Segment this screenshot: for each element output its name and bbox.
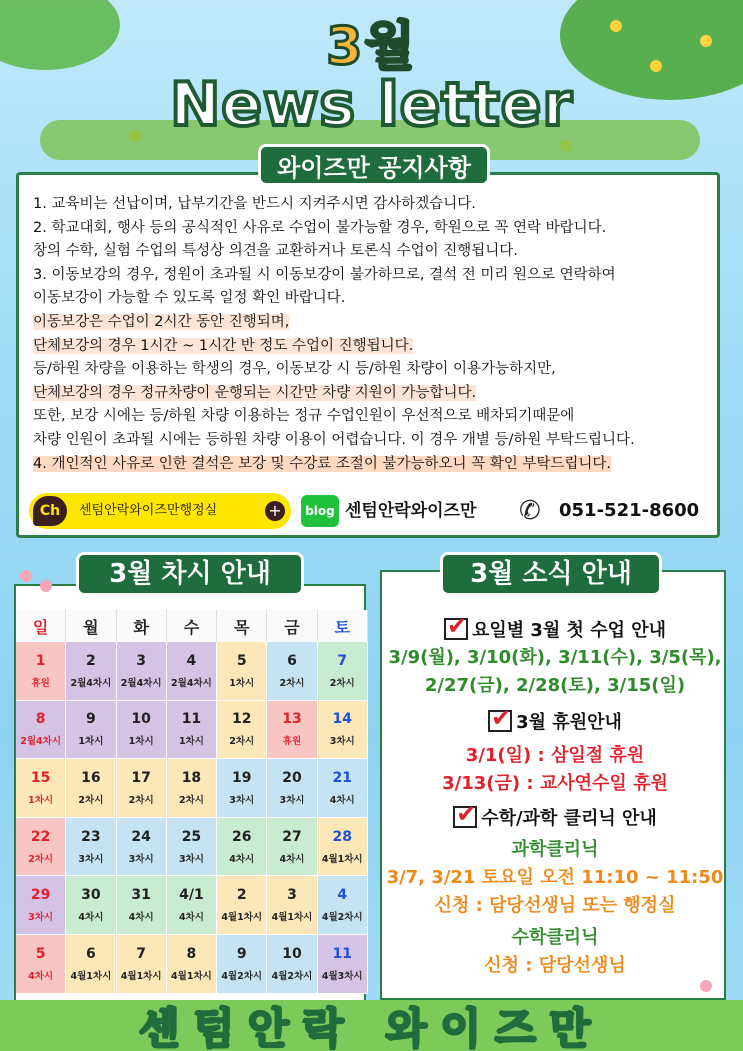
- flower-icon: [700, 980, 712, 992]
- calendar-day-cell: [167, 935, 217, 994]
- calendar-session-label: 1차시: [128, 736, 154, 748]
- notice-line-text: 이동보강이 가능할 수 있도록 일정 확인 바랍니다.: [33, 290, 346, 307]
- calendar-day-number: 12: [231, 711, 252, 728]
- calendar-session-label: 3차시: [279, 794, 305, 806]
- weekday-header: 목: [217, 610, 267, 642]
- calendar-day-number: 22: [30, 828, 51, 845]
- plus-icon: +: [265, 501, 285, 521]
- calendar-session-label: 4월2차시: [321, 912, 363, 924]
- calendar-day-cell: [318, 759, 368, 818]
- calendar-day-number: 7: [337, 652, 348, 669]
- calendar-day-cell: [66, 935, 116, 994]
- calendar-day-cell: [318, 642, 368, 701]
- calendar-day-cell: [117, 876, 167, 935]
- calendar-day-cell: [167, 818, 217, 877]
- calendar-day-cell: [217, 759, 267, 818]
- calendar-session-label: 3차시: [128, 853, 154, 865]
- notice-line-text: 등/하원 차량을 이용하는 학생의 경우, 이동보강 시 등/하원 차량이 이용가능하지만,: [33, 361, 556, 378]
- flower-icon: [40, 580, 52, 592]
- calendar-day-number: 29: [30, 887, 51, 904]
- calendar-day-cell: [167, 642, 217, 701]
- calendar-session-label: 4차시: [178, 912, 204, 924]
- calendar-day-number: 10: [282, 945, 302, 962]
- phone-number[interactable]: 051-521-8600: [559, 500, 700, 521]
- newsletter-title: News letter: [170, 70, 573, 140]
- calendar-day-number: 5: [35, 945, 46, 962]
- calendar-day-cell: [16, 759, 66, 818]
- calendar-day-cell: [117, 818, 167, 877]
- calendar-day-cell: [318, 876, 368, 935]
- notice-line: [33, 335, 723, 359]
- first-class-section: [382, 616, 728, 700]
- science-clinic-title: 과학클리닉: [511, 839, 599, 860]
- news-title: 3월 소식 안내: [440, 552, 662, 596]
- footer-title: 센텀안락 와이즈만: [138, 1004, 605, 1051]
- calendar-grid: [16, 610, 368, 994]
- calendar-day-number: 18: [181, 769, 202, 786]
- calendar-day-cell: [217, 876, 267, 935]
- calendar-day-number: 6: [287, 652, 297, 669]
- calendar-session-label: 4월1차시: [120, 970, 162, 982]
- calendar-day-cell: [66, 642, 116, 701]
- calendar-day-number: 8: [186, 945, 197, 962]
- clinic-section: [382, 804, 728, 980]
- closure-line: 3/13(금) : 교사연수일 휴원: [442, 773, 668, 794]
- calendar-day-number: 26: [231, 828, 252, 845]
- calendar-day-cell: [217, 701, 267, 760]
- calendar-session-label: 4차시: [229, 853, 255, 865]
- notice-line-text: 창의 수학, 실험 수업의 특성상 의견을 교환하거나 토론식 수업이 진행됩니다.: [33, 243, 518, 260]
- calendar-day-cell: [217, 818, 267, 877]
- weekday-header: 일: [16, 610, 66, 642]
- calendar-day-cell: [267, 876, 317, 935]
- calendar-session-label: 1차시: [229, 677, 255, 689]
- notice-line-text: 단체보강의 경우 1시간 ~ 1시간 반 정도 수업이 진행됩니다.: [33, 337, 414, 354]
- weekday-header: 토: [318, 610, 368, 642]
- calendar-day-number: 20: [282, 769, 302, 786]
- calendar-session-label: 1차시: [28, 794, 54, 806]
- notice-line-text: 이동보강은 수업이 2시간 동안 진행되며,: [33, 313, 290, 330]
- kakao-channel-label: 센텀안락와이즈만행정실: [79, 503, 218, 518]
- calendar-session-label: 2차시: [279, 677, 305, 689]
- closure-heading-text: 3월 휴원안내: [516, 712, 622, 733]
- calendar-session-label: 4월2차시: [221, 970, 263, 982]
- calendar-day-number: 31: [131, 887, 151, 904]
- calendar-day-number: 19: [231, 769, 252, 786]
- calendar-session-label: 1차시: [78, 736, 104, 748]
- calendar-day-number: 1: [35, 652, 46, 669]
- calendar-day-number: 5: [236, 652, 247, 669]
- first-class-heading-text: 요일별 3월 첫 수업 안내: [471, 620, 667, 641]
- closure-line: 3/1(일) : 삼일절 휴원: [465, 745, 645, 766]
- calendar-day-number: 3: [136, 652, 147, 669]
- month-title: 3월: [326, 17, 417, 77]
- calendar-day-number: 4: [186, 652, 197, 669]
- calendar-session-label: 휴원: [282, 736, 302, 748]
- calendar-day-cell: [167, 876, 217, 935]
- calendar-day-cell: [267, 818, 317, 877]
- calendar-session-label: 4월1차시: [271, 912, 313, 924]
- notice-panel: [16, 172, 720, 538]
- notice-line-text: 2. 학교대회, 행사 등의 공식적인 사유로 수업이 불가능할 경우, 학원으로 꼭 연락 바랍니다.: [33, 219, 607, 236]
- notice-line: [33, 217, 723, 241]
- calendar-day-cell: [66, 818, 116, 877]
- calendar-session-label: 1차시: [178, 736, 204, 748]
- notice-line: [33, 382, 723, 406]
- calendar-day-number: 8: [35, 711, 46, 728]
- calendar-day-cell: [16, 876, 66, 935]
- calendar-day-number: 3: [287, 887, 297, 904]
- checkbox-icon: [453, 806, 477, 828]
- notice-line: [33, 429, 723, 453]
- calendar-day-number: 9: [236, 945, 247, 962]
- calendar-session-label: 2월4차시: [120, 677, 162, 689]
- notice-line: [33, 193, 723, 217]
- calendar-session-label: 4차시: [279, 853, 305, 865]
- calendar-session-label: 2차시: [229, 736, 255, 748]
- notice-line: [33, 311, 723, 335]
- blog-label[interactable]: 센텀안락와이즈만: [345, 501, 477, 521]
- calendar-session-label: 3차시: [78, 853, 104, 865]
- calendar-day-number: 25: [181, 828, 202, 845]
- first-class-line: 2/27(금), 2/28(토), 3/15(일): [424, 675, 686, 696]
- calendar-day-cell: [267, 642, 317, 701]
- calendar-day-number: 4/1: [179, 887, 204, 904]
- calendar-day-number: 10: [131, 711, 151, 728]
- phone-icon: ✆: [519, 496, 541, 526]
- calendar-session-label: 3차시: [229, 794, 255, 806]
- calendar-day-cell: [217, 935, 267, 994]
- calendar-day-cell: [16, 642, 66, 701]
- calendar-day-number: 9: [86, 711, 96, 728]
- calendar-day-cell: [117, 935, 167, 994]
- calendar-day-cell: [66, 876, 116, 935]
- calendar-day-cell: [318, 818, 368, 877]
- checkbox-icon: [444, 618, 468, 640]
- calendar-session-label: 2차시: [128, 794, 154, 806]
- calendar-day-number: 30: [81, 887, 101, 904]
- notice-line: [33, 287, 723, 311]
- weekday-header: 금: [267, 610, 317, 642]
- calendar-day-cell: [16, 935, 66, 994]
- calendar-session-label: 4월2차시: [271, 970, 313, 982]
- kakao-channel-button[interactable]: [29, 493, 291, 529]
- calendar-session-label: 3차시: [329, 736, 355, 748]
- calendar-session-label: 4월1차시: [321, 853, 363, 865]
- blog-icon[interactable]: blog: [301, 495, 339, 527]
- weekday-header: 수: [167, 610, 217, 642]
- clinic-heading: [382, 804, 728, 830]
- science-clinic-apply: 신청 : 담당선생님 또는 행정실: [434, 895, 676, 916]
- calendar-day-number: 17: [131, 769, 151, 786]
- notice-title: 와이즈만 공지사항: [258, 144, 490, 186]
- calendar-day-cell: [16, 701, 66, 760]
- calendar-day-number: 13: [282, 711, 302, 728]
- weekday-header: 화: [117, 610, 167, 642]
- calendar-day-number: 21: [332, 769, 352, 786]
- calendar-day-cell: [167, 759, 217, 818]
- clinic-heading-text: 수학/과학 클리닉 안내: [481, 808, 657, 829]
- calendar-session-label: 2차시: [178, 794, 204, 806]
- kakao-channel-icon: Ch: [33, 496, 67, 526]
- calendar-day-number: 28: [332, 828, 352, 845]
- calendar-day-cell: [267, 935, 317, 994]
- news-panel: [380, 570, 726, 1000]
- calendar-day-cell: [167, 701, 217, 760]
- calendar-day-number: 23: [81, 828, 101, 845]
- calendar-day-cell: [16, 818, 66, 877]
- checkbox-icon: [488, 710, 512, 732]
- calendar-session-label: 4차시: [128, 912, 154, 924]
- notice-line-text: 차량 인원이 초과될 시에는 등하원 차량 이용이 어렵습니다. 이 경우 개별 등/하원 부탁드립니다.: [33, 431, 635, 448]
- notice-line: [33, 405, 723, 429]
- calendar-session-label: 3차시: [28, 912, 54, 924]
- calendar-day-number: 11: [181, 711, 202, 728]
- notice-line-text: 단체보강의 경우 정규차량이 운행되는 시간만 차량 지원이 가능합니다.: [33, 384, 477, 401]
- calendar-day-cell: [117, 759, 167, 818]
- calendar-session-label: 2월4차시: [171, 677, 212, 689]
- calendar-session-label: 4차시: [329, 794, 355, 806]
- calendar-day-number: 16: [81, 769, 101, 786]
- calendar-day-cell: [217, 642, 267, 701]
- calendar-session-label: 2월4차시: [20, 736, 62, 748]
- closure-section: [382, 708, 728, 798]
- calendar-day-number: 7: [136, 945, 147, 962]
- calendar-session-label: 2차시: [329, 677, 355, 689]
- calendar-day-cell: [117, 701, 167, 760]
- calendar-day-cell: [267, 759, 317, 818]
- notice-line-text: 1. 교육비는 선납이며, 납부기간을 반드시 지켜주시면 감사하겠습니다.: [33, 196, 476, 212]
- closure-heading: [382, 708, 728, 734]
- math-clinic-apply: 신청 : 담당선생님: [484, 955, 626, 976]
- calendar-session-label: 2월4차시: [70, 677, 112, 689]
- calendar-day-cell: [318, 935, 368, 994]
- calendar-day-number: 14: [332, 711, 352, 728]
- calendar-day-number: 4: [337, 887, 348, 904]
- calendar-day-number: 2: [86, 652, 96, 669]
- calendar-day-cell: [117, 642, 167, 701]
- calendar-session-label: 2차시: [28, 853, 54, 865]
- first-class-line: 3/9(월), 3/10(화), 3/11(수), 3/5(목),: [388, 647, 722, 668]
- calendar-day-number: 11: [332, 945, 352, 962]
- calendar-day-cell: [318, 701, 368, 760]
- notice-line-text: 4. 개인적인 사유로 인한 결석은 보강 및 수강료 조절이 불가능하오니 꼭 확인 부탁드립니다.: [33, 455, 612, 472]
- notice-line: [33, 453, 723, 477]
- first-class-heading: [382, 616, 728, 642]
- calendar-session-label: 3차시: [178, 853, 204, 865]
- notice-text: [33, 193, 723, 476]
- calendar-day-cell: [66, 701, 116, 760]
- calendar-session-label: 4차시: [28, 970, 54, 982]
- calendar-session-label: 4월1차시: [70, 970, 112, 982]
- calendar-day-number: 2: [236, 887, 247, 904]
- science-clinic-time: 3/7, 3/21 토요일 오전 11:10 ~ 11:50: [386, 867, 724, 888]
- notice-line: [33, 264, 723, 288]
- calendar-session-label: 4차시: [78, 912, 104, 924]
- calendar-panel: [14, 584, 366, 1002]
- flower-icon: [20, 570, 32, 582]
- calendar-session-label: 2차시: [78, 794, 104, 806]
- calendar-day-number: 27: [282, 828, 302, 845]
- calendar-title: 3월 차시 안내: [76, 552, 304, 596]
- calendar-session-label: 4월1차시: [171, 970, 212, 982]
- calendar-session-label: 4월3차시: [321, 970, 363, 982]
- calendar-day-number: 24: [131, 828, 151, 845]
- calendar-day-number: 6: [86, 945, 96, 962]
- calendar-day-number: 15: [30, 769, 51, 786]
- calendar-day-cell: [267, 701, 317, 760]
- notice-line-text: 3. 이동보강의 경우, 정원이 초과될 시 이동보강이 불가하므로, 결석 전 미리 원으로 연락하여: [33, 266, 616, 283]
- weekday-header: 월: [66, 610, 116, 642]
- calendar-day-cell: [66, 759, 116, 818]
- math-clinic-title: 수학클리닉: [511, 927, 599, 948]
- calendar-session-label: 4월1차시: [221, 912, 263, 924]
- notice-line: [33, 240, 723, 264]
- notice-line: [33, 358, 723, 382]
- notice-line-text: 또한, 보강 시에는 등/하원 차량 이용하는 정규 수업인원이 우선적으로 배차되기때문에: [33, 408, 575, 425]
- calendar-session-label: 휴원: [31, 677, 50, 689]
